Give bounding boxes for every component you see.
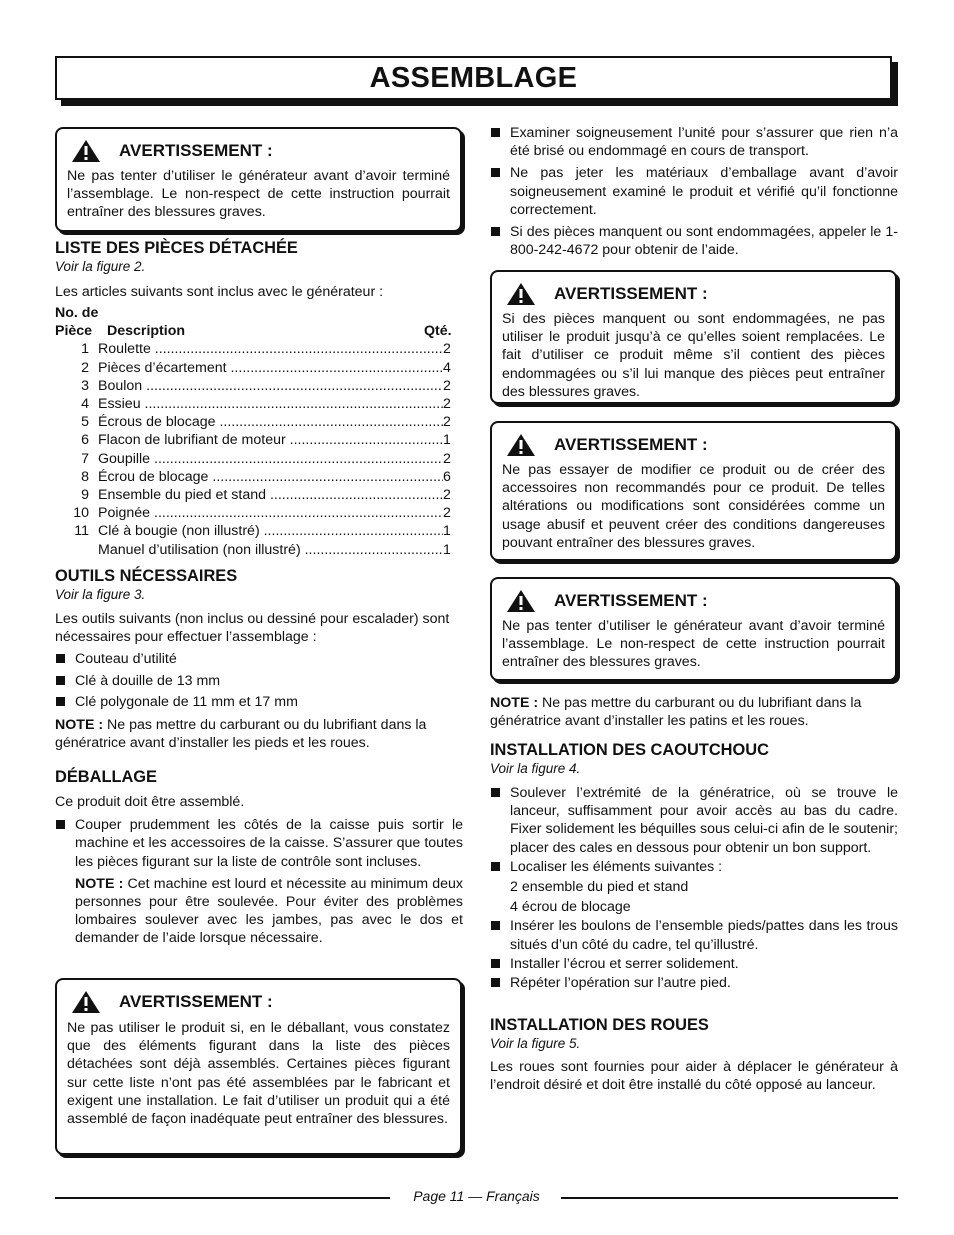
parts-number: 1 <box>81 341 89 358</box>
parts-number: 10 <box>73 505 89 522</box>
warning-icon <box>71 990 101 1014</box>
warning-text: Si des pièces manquent ou sont endommagées, ne pas utiliser le produit jusqu’à ce qu’elles soient remplacées. Le fait d’utiliser ce produit même s’il contient des pièces endommagées ou s’il lui manque des pièces peut entraîner des blessures graves. <box>502 311 885 400</box>
parts-row <box>55 450 455 468</box>
parts-description: Manuel d’utilisation (non illustré) ..... <box>98 541 443 559</box>
tools-heading: OUTILS NÉCESSAIRES <box>55 567 238 585</box>
sub-item: 4 écrou de blocage <box>510 899 631 916</box>
list-item: Insérer les boulons de l’ensemble pieds/pattes dans les trous situés d’un côté du cadre, tel qu’illustré. <box>490 917 898 953</box>
parts-qty: 6 <box>443 468 451 485</box>
unpacking-heading: DÉBALLAGE <box>55 768 157 786</box>
parts-number: 9 <box>81 487 89 504</box>
list-item: Clé polygonale de 11 mm et 17 mm <box>55 693 463 711</box>
page-title-box <box>55 56 892 100</box>
parts-number: 4 <box>81 396 89 413</box>
page-title: ASSEMBLAGE <box>369 62 578 94</box>
wheels-text: Les roues sont fournies pour aider à déplacer le générateur à l’endroit désiré et doit être installé du côté opposé au lanceur. <box>490 1059 898 1094</box>
warning-text: Ne pas utiliser le produit si, en le déballant, vous constatez que des éléments figurant dans la liste des pièces détachées sont déjà assemblés. Certaines pièces figurant sur cette liste n’ont pas été assemblées par le fabricant et exigent une installation. Le fait d’utiliser un produit qui a été assemblé de façon inadéquate peut entraîner des blessures. <box>67 1020 450 1128</box>
parts-figure-ref: Voir la figure 2. <box>55 259 146 274</box>
parts-heading: LISTE DES PIÈCES DÉTACHÉE <box>55 239 298 257</box>
list-item: Clé à douille de 13 mm <box>55 672 463 690</box>
tools-intro: Les outils suivants (non inclus ou dessiné pour escalader) sont nécessaires pour effectuer l’assemblage : <box>55 611 450 646</box>
wheels-figure-ref: Voir la figure 5. <box>490 1036 581 1051</box>
warning-box-4 <box>490 421 897 561</box>
list-item: Examiner soigneusement l’unité pour s’assurer que rien n’a été brisé ou endommagé en cours de transport. <box>490 124 898 160</box>
unpacking-intro: Ce produit doit être assemblé. <box>55 794 245 810</box>
warning-text: Ne pas tenter d’utiliser le générateur avant d’avoir terminé l’assemblage. Le non-respect de cette instruction pourrait entraîner des blessures graves. <box>502 618 885 671</box>
tools-note: NOTE : Ne pas mettre du carburant ou du lubrifiant dans la génératrice avant d’installer les pieds et les roues. <box>55 717 427 752</box>
warning-title: AVERTISSEMENT : <box>554 591 708 610</box>
parts-row <box>55 359 455 377</box>
list-item: Couper prudemment les côtés de la caisse puis sortir le machine et les accessoires de la caisse. S’assurer que toutes les pièces figurant sur la liste de contrôle sont incluses. <box>55 816 463 871</box>
parts-number: 7 <box>81 450 89 467</box>
parts-row <box>55 431 455 449</box>
parts-number: 3 <box>81 377 89 394</box>
warning-text: Ne pas essayer de modifier ce produit ou de créer des accessoires non recommandés pour ce produit. De telles altérations ou modifications sont considérées comme un usage abusif et peuvent créer des conditions dangereuses pouvant entraîner des blessures graves. <box>502 462 885 551</box>
warning-icon <box>71 139 101 163</box>
parts-description: Roulette ..... <box>98 340 443 358</box>
parts-qty: 2 <box>443 377 451 394</box>
parts-description: Écrou de blocage ..... <box>98 468 443 486</box>
parts-number: 5 <box>81 414 89 431</box>
parts-qty: 4 <box>443 359 451 376</box>
parts-row <box>55 395 455 413</box>
parts-qty: 2 <box>443 450 451 467</box>
list-item: Si des pièces manquent ou sont endommagées, appeler le 1-800-242-4672 pour obtenir de l’aide. <box>490 223 898 259</box>
list-item: Localiser les éléments suivantes : 2 ensemble du pied et stand 4 écrou de blocage <box>490 858 898 917</box>
parts-qty: 1 <box>443 541 451 558</box>
warning-box-5 <box>490 577 897 681</box>
parts-intro: Les articles suivants sont inclus avec le générateur : <box>55 284 384 300</box>
warning-box-3 <box>490 270 897 404</box>
list-item: Répéter l’opération sur l’autre pied. <box>490 974 898 992</box>
footer-page-label: Page 11 — Français <box>413 1188 540 1204</box>
page-footer <box>55 1186 898 1206</box>
parts-col-no-de: No. de <box>55 305 99 321</box>
rubber-heading: INSTALLATION DES CAOUTCHOUC <box>490 741 769 759</box>
parts-description: Ensemble du pied et stand ..... <box>98 486 443 504</box>
warning-box-1 <box>55 127 462 232</box>
parts-row <box>55 413 455 431</box>
parts-number <box>55 541 98 559</box>
parts-description: Clé à bougie (non illustré) ..... <box>98 522 443 540</box>
parts-row <box>55 486 455 504</box>
wheels-heading: INSTALLATION DES ROUES <box>490 1016 709 1034</box>
bullet-square-icon <box>491 788 500 797</box>
parts-row <box>55 541 455 559</box>
parts-description: Essieu ..... <box>98 395 443 413</box>
bullet-square-icon <box>491 921 500 930</box>
parts-description: Flacon de lubrifiant de moteur ..... <box>98 431 443 449</box>
parts-qty: 2 <box>443 487 451 504</box>
bullet-square-icon <box>56 654 65 663</box>
parts-qty: 2 <box>443 414 451 431</box>
tools-figure-ref: Voir la figure 3. <box>55 587 146 602</box>
bullet-square-icon <box>56 676 65 685</box>
sub-item: 2 ensemble du pied et stand <box>510 879 689 896</box>
right-note: NOTE : Ne pas mettre du carburant ou du lubrifiant dans la génératrice avant d’installer les patins et les roues. <box>490 695 862 730</box>
warning-icon <box>506 589 536 613</box>
parts-row <box>55 468 455 486</box>
parts-table <box>55 304 455 559</box>
parts-qty: 2 <box>443 396 451 413</box>
bullet-square-icon <box>491 168 500 177</box>
parts-qty: 1 <box>443 432 451 449</box>
warning-title: AVERTISSEMENT : <box>554 435 708 454</box>
bullet-square-icon <box>56 820 65 829</box>
parts-row <box>55 522 455 540</box>
parts-description: Boulon ..... <box>98 377 443 395</box>
warning-icon <box>506 433 536 457</box>
bullet-square-icon <box>491 227 500 236</box>
warning-text: Ne pas tenter d’utiliser le générateur avant d’avoir terminé l’assemblage. Le non-respect de cette instruction pourrait entraîner des blessures graves. <box>67 168 450 221</box>
parts-row <box>55 340 455 358</box>
parts-number: 2 <box>81 359 89 376</box>
rubber-figure-ref: Voir la figure 4. <box>490 761 581 776</box>
warning-icon <box>506 282 536 306</box>
parts-row <box>55 377 455 395</box>
parts-description: Écrous de blocage ..... <box>98 413 443 431</box>
parts-col-qty: Qté. <box>424 323 452 340</box>
bullet-square-icon <box>491 959 500 968</box>
parts-qty: 2 <box>443 505 451 522</box>
parts-col-description: Description <box>107 323 186 340</box>
parts-description: Goupille ..... <box>98 450 443 468</box>
list-item: Soulever l’extrémité de la génératrice, où se trouve le lanceur, suffisamment pour avoir accès au bas du cadre. Fixer solidement les béquilles sous celui-ci afin de le soutenir; placer des cales en dessous pour obtenir un bon support. <box>490 784 898 857</box>
parts-description: Pièces d’écartement ..... <box>98 359 443 377</box>
list-item: Couteau d’utilité <box>55 650 463 668</box>
warning-title: AVERTISSEMENT : <box>554 284 708 303</box>
unpacking-note: NOTE : Cet machine est lourd et nécessite au minimum deux personnes pour être soulevée. Pour éviter des problèmes lombaires soulever avec les jambes, pas avec le dos et demander de l’aide lorsque nécessaire. <box>75 875 464 947</box>
parts-col-piece: Pièce <box>55 323 93 340</box>
warning-title: AVERTISSEMENT : <box>119 992 273 1011</box>
list-item: Ne pas jeter les matériaux d’emballage avant d’avoir soigneusement examiné le produit et vérifié qu’il fonctionne correctement. <box>490 164 898 219</box>
bullet-square-icon <box>491 862 500 871</box>
bullet-square-icon <box>56 697 65 706</box>
list-item: Installer l’écrou et serrer solidement. <box>490 955 898 973</box>
bullet-square-icon <box>491 128 500 137</box>
parts-number: 8 <box>81 468 89 485</box>
parts-qty: 2 <box>443 341 451 358</box>
parts-description: Poignée ..... <box>98 504 443 522</box>
bullet-square-icon <box>491 978 500 987</box>
footer-rule-right <box>561 1197 898 1199</box>
parts-qty: 1 <box>443 523 451 540</box>
parts-number: 6 <box>81 432 89 449</box>
warning-title: AVERTISSEMENT : <box>119 141 273 160</box>
parts-number: 11 <box>74 523 89 540</box>
warning-box-2 <box>55 978 462 1155</box>
parts-row <box>55 504 455 522</box>
